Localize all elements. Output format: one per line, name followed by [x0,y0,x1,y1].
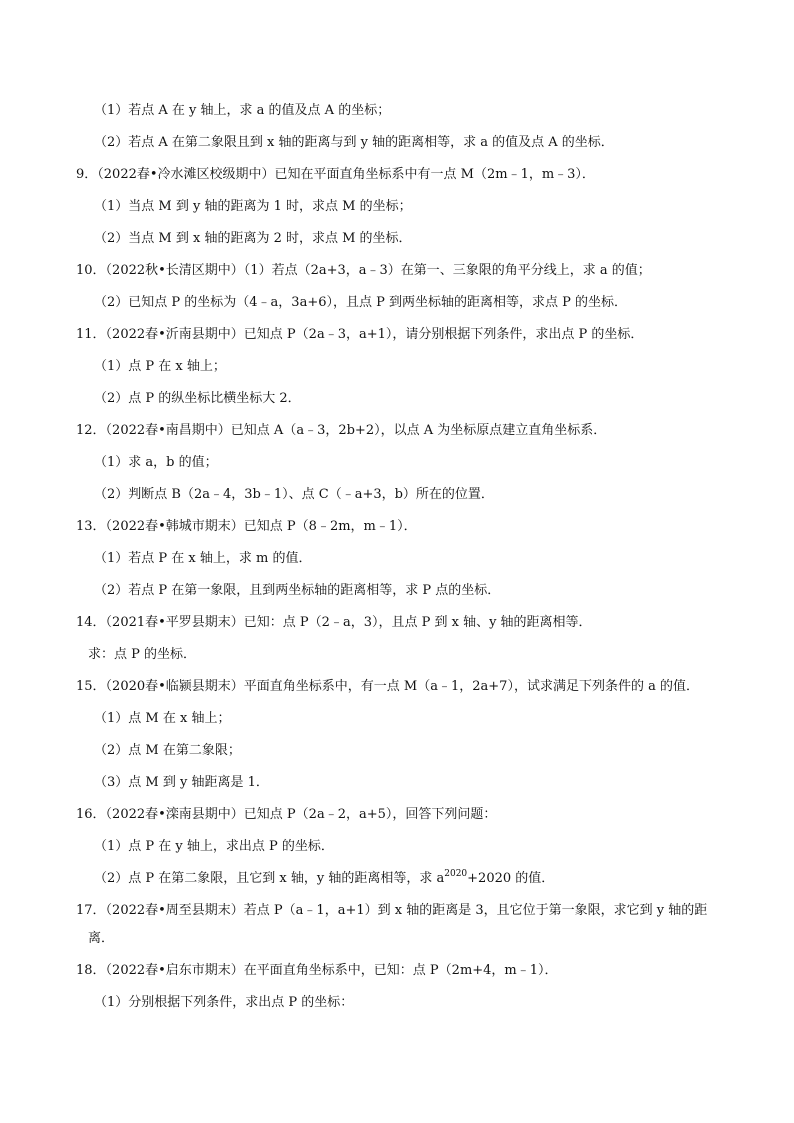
q16-exponent: 2020 [444,869,468,879]
q15-part1: （1）点 M 在 x 轴上； [94,711,231,726]
q8-part2: （2）若点 A 在第二象限且到 x 轴的距离与到 y 轴的距离相等，求 a 的值及点 A 的坐标． [94,135,614,150]
q9-part2: （2）当点 M 到 x 轴的距离为 2 时，求点 M 的坐标． [94,231,412,246]
q16-part2 [94,869,554,889]
q18-stem: 18．（2022春•启东市期末）在平面直角坐标系中，已知：点 P（2m+4，m﹣1）． [76,963,558,978]
q11-part1: （1）点 P 在 x 轴上； [94,359,226,374]
q16-part2-tail: +2020 的值． [467,871,555,886]
q12-stem: 12．（2022春•南昌期中）已知点 A（a﹣3，2b+2），以点 A 为坐标原点建立直角坐标系． [76,423,607,438]
q10-part2: （2）已知点 P 的坐标为（4﹣a，3a+6），且点 P 到两坐标轴的距离相等，求点 P 的坐标． [94,295,628,310]
q11-stem: 11．（2022春•沂南县期中）已知点 P（2a﹣3，a+1），请分别根据下列条件，求出点 P 的坐标． [76,327,644,342]
q17-stem: 17．（2022春•周至县期末）若点 P（a﹣1，a+1）到 x 轴的距离是 3，且它位于第一象限，求它到 y 轴的距 [76,903,708,918]
q12-part1: （1）求 a，b 的值； [94,455,218,470]
q18-part1: （1）分别根据下列条件，求出点 P 的坐标： [94,995,354,1010]
q14-stem: 14．（2021春•平罗县期末）已知：点 P（2﹣a，3），且点 P 到 x 轴、y 轴的距离相等． [76,615,592,630]
q16-stem: 16．（2022春•滦南县期中）已知点 P（2a﹣2，a+5），回答下列问题： [76,807,497,822]
q11-part2: （2）点 P 的纵坐标比横坐标大 2． [94,391,301,406]
q9-part1: （1）当点 M 到 y 轴的距离为 1 时，求点 M 的坐标； [94,199,412,214]
q10-stem: 10．（2022秋•长清区期中）（1）若点（2a+3，a﹣3）在第一、三象限的角平分线上，求 a 的值； [76,263,651,278]
q13-stem: 13．（2022春•韩城市期末）已知点 P（8﹣2m，m﹣1）． [76,519,417,534]
q15-part2: （2）点 M 在第二象限； [94,743,241,758]
q14-ask: 求：点 P 的坐标． [88,647,197,662]
q13-part1: （1）若点 P 在 x 轴上，求 m 的值． [94,551,312,566]
q15-part3: （3）点 M 到 y 轴距离是 1． [94,775,269,790]
q13-part2: （2）若点 P 在第一象限，且到两坐标轴的距离相等，求 P 点的坐标． [94,583,501,598]
q9-stem: 9．（2022春•冷水滩区校级期中）已知在平面直角坐标系中有一点 M（2m﹣1，m﹣3）． [76,167,595,182]
q17-continuation: 离． [88,931,115,946]
q12-part2: （2）判断点 B（2a﹣4，3b﹣1）、点 C（﹣a+3，b）所在的位置． [94,487,494,502]
q8-part1: （1）若点 A 在 y 轴上，求 a 的值及点 A 的坐标； [94,103,391,118]
q16-part2-text: （2）点 P 在第二象限，且它到 x 轴，y 轴的距离相等，求 a [94,871,445,886]
q16-part1: （1）点 P 在 y 轴上，求出点 P 的坐标． [94,839,334,854]
q15-stem: 15．（2020春•临颍县期末）平面直角坐标系中，有一点 M（a﹣1，2a+7），试求满足下列条件的 a 的值． [76,679,699,694]
